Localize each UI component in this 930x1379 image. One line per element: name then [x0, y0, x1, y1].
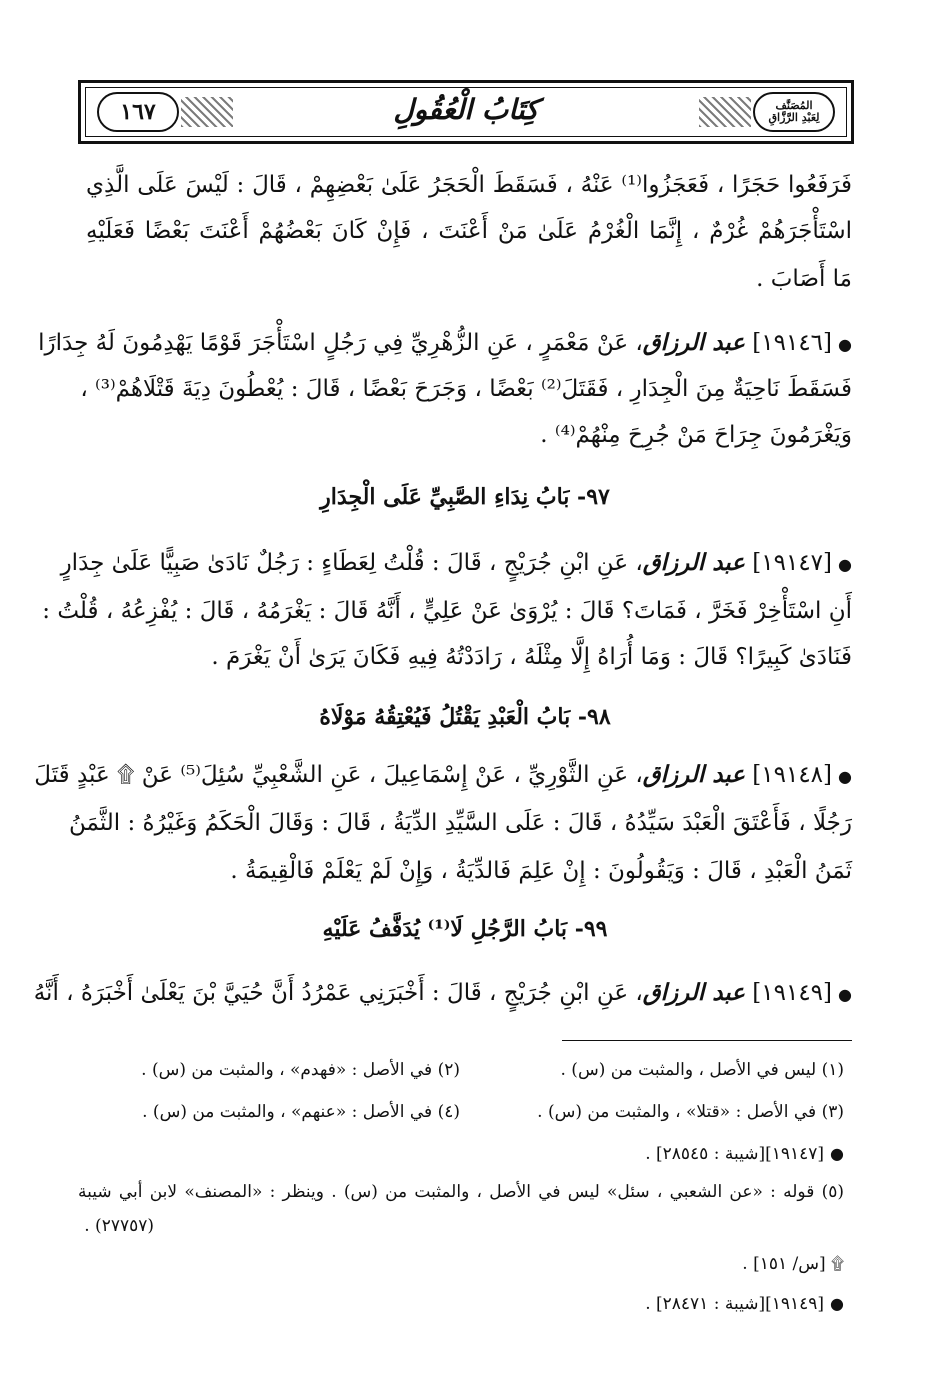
text-segment: ، عَنْ مَعْمَرٍ ، عَنِ الزُّهْرِيِّ فِي رَجُلٍ اسْتَأْجَرَ قَوْمًا يَهْدِمُونَ لَهُ جِدَارًا: [38, 330, 643, 356]
hadith-number: [١٩١٤٧]: [752, 550, 833, 576]
hadith-number: [١٩١٤٦]: [752, 330, 833, 356]
page-header: [78, 80, 854, 144]
text-line: أَنِ اسْتَأْخِرْ فَخَرَّ ، فَمَاتَ؟ قَالَ : يُرْوَىٰ عَنْ عَلِيٍّ ، أَنَّهُ قَالَ : يَغْرَمُهُ ، قَالَ : يُفْزِعُهُ ، قُلْتُ :: [42, 598, 852, 624]
hadith-number: [١٩١٤٩]: [752, 980, 833, 1006]
bullet-icon: ●: [838, 767, 852, 786]
author-name: عبد الرزاق: [642, 979, 745, 1006]
footnote-text: (٢٧٧٥٧) .: [84, 1216, 154, 1236]
footnote-divider: [562, 1040, 852, 1041]
footnote-2: (٢) في الأصل : «فهدم» ، والمثبت من (س) .: [141, 1060, 460, 1080]
text-line: فَسَقَطَ نَاحِيَةٌ مِنَ الْجِدَارِ ، فَقَتَلَ⁽²⁾ بَعْضًا ، وَجَرَحَ بَعْضًا ، قَالَ : يُعْطُونَ دِيَةَ قَتْلَاهُمْ⁽³⁾ ،: [80, 376, 852, 402]
text-line: فَرَفَعُوا حَجَرًا ، فَعَجَزُوا⁽¹⁾ عَنْهُ ، فَسَقَطَ الْحَجَرُ عَلَىٰ بَعْضِهِمْ ، قَالَ : لَيْسَ عَلَى الَّذِي: [86, 172, 852, 198]
chapter-title: كِتَابُ الْعُقُولِ: [393, 93, 539, 126]
reference-19147: [78, 1142, 844, 1166]
bullet-icon: ●: [830, 1144, 844, 1163]
ornament-left-icon: [181, 97, 233, 127]
footnote-5: (٥) قوله : «عن الشعبي ، سئل» ليس في الأصل ، والمثبت من (س) . وينظر : «المصنف» لابن أبي شيبة: [78, 1182, 844, 1202]
bullet-icon: ●: [838, 335, 852, 354]
hadith-19148: [34, 758, 852, 794]
author-name: عبد الرزاق: [642, 549, 745, 576]
text-segment: ، عَنِ ابْنِ جُرَيْجٍ ، قَالَ : قُلْتُ لِعَطَاءٍ : رَجُلٌ نَادَىٰ صَبِيًّا عَلَىٰ جِدَارٍ: [60, 550, 643, 576]
section-heading-97: ٩٧- بَابُ نِدَاءِ الصَّبِيِّ عَلَى الْجِدَارِ: [320, 484, 610, 510]
hadith-number: [١٩١٤٨]: [752, 762, 833, 788]
text-line: فَنَادَىٰ كَبِيرًا؟ قَالَ : وَمَا أُرَاهُ إِلَّا مِثْلَهُ ، رَادَدْتُهُ فِيهِ فَكَانَ يَرَىٰ أَنْ يَغْرَمَ .: [211, 644, 852, 670]
footnote-4: (٤) في الأصل : «عنهم» ، والمثبت من (س) .: [142, 1102, 460, 1122]
bullet-icon: ●: [830, 1294, 844, 1313]
section-heading-99: ٩٩- بَابُ الرَّجُلِ لَا⁽¹⁾ يُدَفَّفُ عَلَيْهِ: [322, 916, 608, 942]
footnote-1: (١) ليس في الأصل ، والمثبت من (س) .: [560, 1060, 844, 1080]
text-line: مَا أَصَابَ .: [756, 266, 852, 292]
text-line: ثَمَنُ الْعَبْدِ ، قَالَ : وَيَقُولُونَ : إِنْ عَلِمَ فَالدِّيَةُ ، وَإِنْ لَمْ يَعْلَمْ فَالْقِيمَةُ .: [230, 858, 852, 884]
logo-line-2: لِعَبْدِ الرَّزَّاقِ: [768, 111, 820, 124]
bullet-icon: ●: [838, 985, 852, 1004]
text-line: رَجُلًا ، فَأَعْتَقَ الْعَبْدَ سَيِّدُهُ ، قَالَ : عَلَى السَّيِّدِ الدِّيَةُ ، قَالَ : وَقَالَ الْحَكَمُ وَغَيْرُهُ : الثَّمَنُ: [69, 810, 852, 836]
logo-line-1: المُصَنَّف: [775, 99, 813, 112]
text-segment: ، عَنِ ابْنِ جُرَيْجٍ ، قَالَ : أَخْبَرَنِي عَمْرُدُ أَنَّ حُيَيَّ بْنَ يَعْلَىٰ أَخْبَرَهُ ، أَنَّهُ: [33, 980, 643, 1006]
reference-page: ۩ [س/ ١٥١] .: [742, 1254, 844, 1274]
hadith-19149: [33, 976, 852, 1012]
hadith-19147: [60, 546, 852, 582]
reference-text: [١٩١٤٩][شيبة : ٢٨٤٧١] .: [645, 1294, 825, 1314]
footnote-3: (٣) في الأصل : «قتلا» ، والمثبت من (س) .: [537, 1102, 844, 1122]
footnote-5-cont: [78, 1214, 844, 1238]
author-name: عبد الرزاق: [642, 329, 745, 356]
text-line: وَيَغْرَمُونَ جِرَاحَ مَنْ جُرِحَ مِنْهُمْ⁽⁴⁾ .: [540, 422, 852, 448]
reference-19149: [78, 1292, 844, 1316]
text-segment: ، عَنِ الثَّوْرِيِّ ، عَنْ إِسْمَاعِيلَ ، عَنِ الشَّعْبِيِّ سُئِلَ⁽⁵⁾ عَنْ ۩ عَبْدٍ قَتَلَ: [34, 762, 643, 788]
author-name: عبد الرزاق: [642, 761, 745, 788]
reference-text: [١٩١٤٧][شيبة : ٢٨٥٤٥] .: [645, 1144, 825, 1164]
section-heading-98: ٩٨- بَابُ الْعَبْدِ يَقْتُلُ فَيُعْتِقُهُ مَوْلَاهُ: [319, 704, 611, 730]
page-number: ١٦٧: [97, 92, 179, 132]
hadith-19146: [38, 326, 852, 362]
bullet-icon: ●: [838, 555, 852, 574]
text-line: اسْتَأْجَرَهُمْ غُرْمٌ ، إِنَّمَا الْغُرْمُ عَلَىٰ مَنْ أَعْنَتَ ، فَإِنْ كَانَ بَعْضُهُمْ أَعْنَتَ بَعْضًا فَعَلَيْهِ: [86, 218, 852, 244]
